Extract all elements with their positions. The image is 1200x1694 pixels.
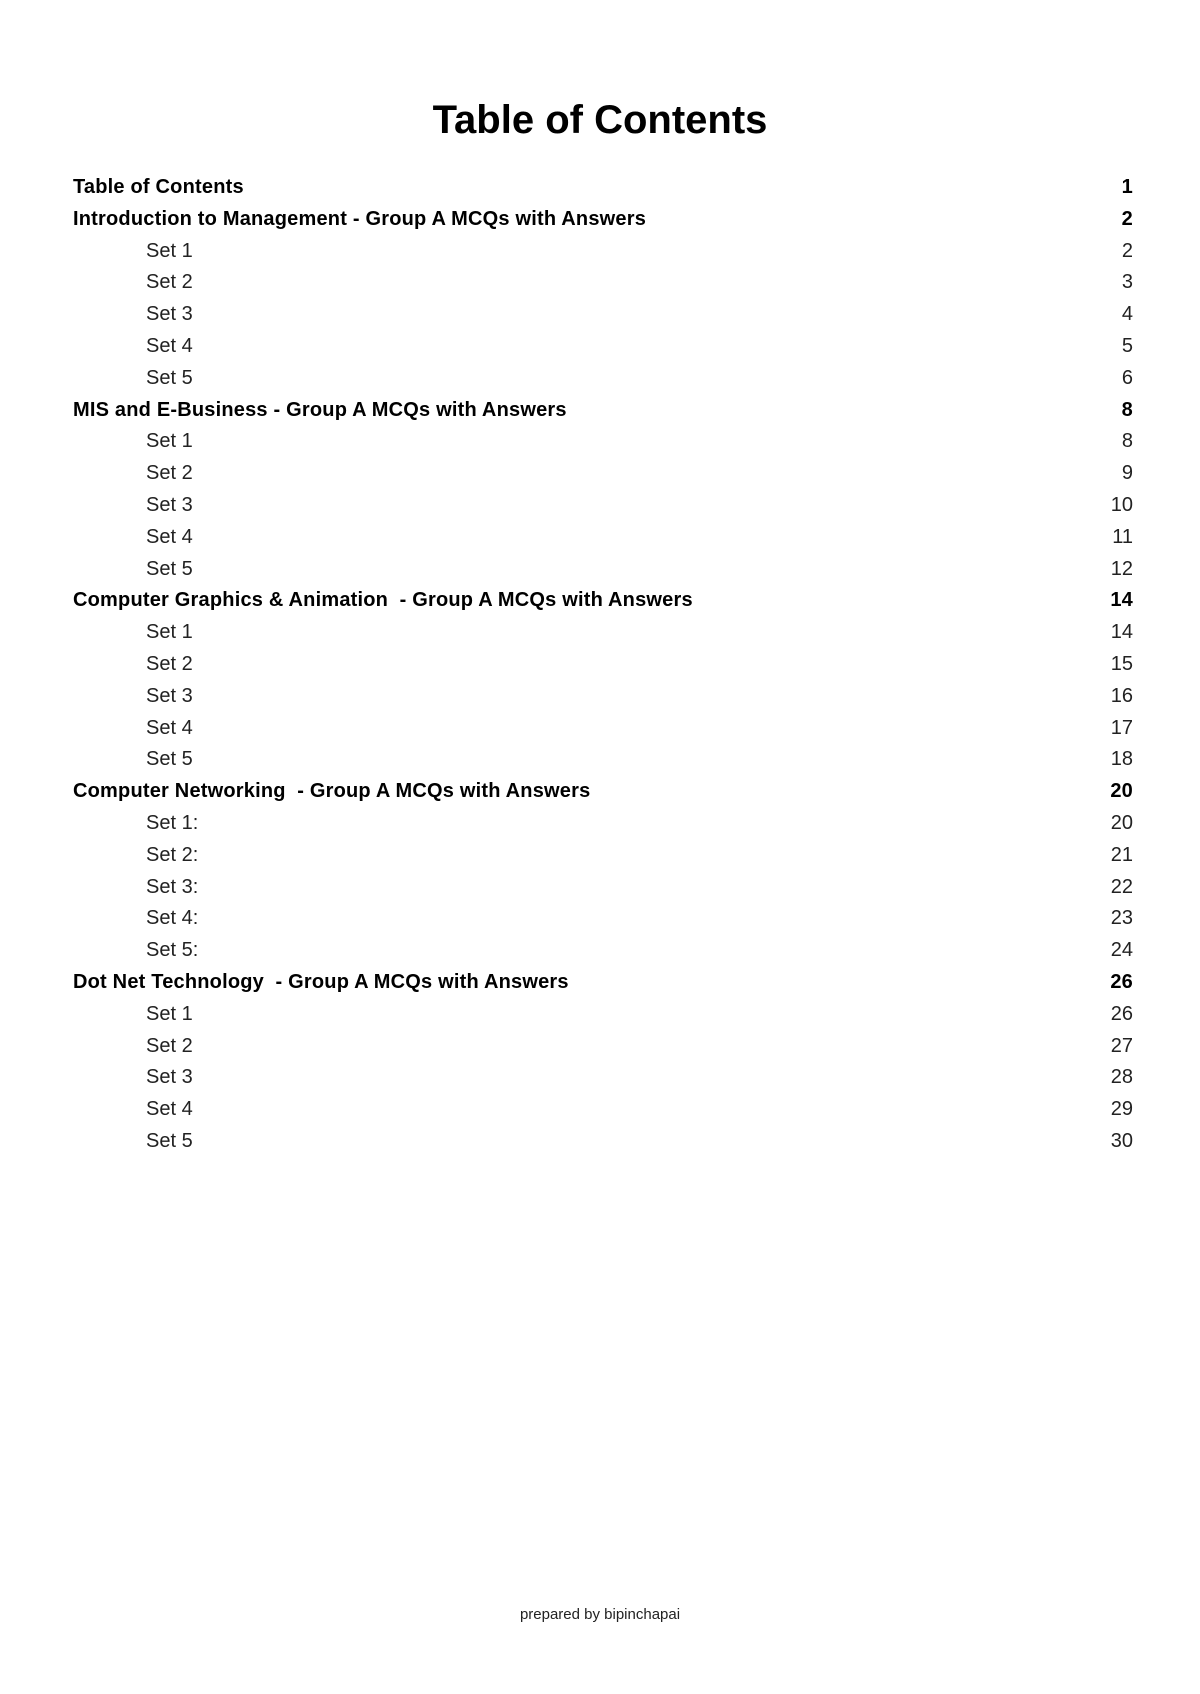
toc-entry-page-number: 26 (1110, 1002, 1133, 1025)
toc-entry-page-number: 21 (1110, 843, 1133, 866)
toc-subsection-entry[interactable] (73, 331, 1133, 363)
toc-entry-page-number: 27 (1110, 1034, 1133, 1057)
table-of-contents (73, 172, 1133, 1158)
toc-entry-page-number: 30 (1110, 1129, 1133, 1152)
toc-entry-label: Dot Net Technology - Group A MCQs with Answers (73, 970, 569, 993)
toc-entry-page-number: 22 (1110, 875, 1133, 898)
toc-entry-label: Set 1: (146, 811, 199, 834)
toc-entry-label: Set 1 (146, 621, 193, 644)
toc-entry-label: Set 5 (146, 366, 193, 389)
toc-section-entry[interactable] (73, 967, 1133, 999)
toc-subsection-entry[interactable] (73, 1094, 1133, 1126)
toc-entry-label: MIS and E-Business - Group A MCQs with Answers (73, 398, 567, 421)
toc-entry-page-number: 29 (1110, 1098, 1133, 1121)
toc-entry-label: Set 3 (146, 684, 193, 707)
toc-entry-label: Table of Contents (73, 176, 244, 198)
toc-entry-label: Computer Networking - Group A MCQs with Answers (73, 780, 591, 803)
toc-entry-page-number: 28 (1110, 1066, 1133, 1089)
toc-entry-page-number: 9 (1121, 462, 1133, 485)
toc-entry-page-number: 11 (1112, 525, 1133, 548)
toc-entry-page-number: 8 (1121, 430, 1133, 453)
toc-section-entry[interactable] (73, 585, 1133, 617)
toc-entry-label: Set 2 (146, 1034, 193, 1057)
toc-entry-page-number: 2 (1121, 239, 1133, 262)
toc-subsection-entry[interactable] (73, 744, 1133, 776)
toc-entry-label: Set 3 (146, 303, 193, 326)
toc-section-entry[interactable] (73, 395, 1133, 427)
toc-entry-page-number: 8 (1121, 398, 1133, 421)
toc-entry-label: Set 5: (146, 939, 199, 962)
toc-entry-page-number: 26 (1110, 970, 1133, 993)
toc-entry-page-number: 12 (1110, 557, 1133, 580)
toc-entry-page-number: 17 (1110, 716, 1133, 739)
toc-entry-page-number: 6 (1121, 366, 1133, 389)
toc-subsection-entry[interactable] (73, 903, 1133, 935)
toc-section-entry[interactable] (73, 204, 1133, 236)
toc-subsection-entry[interactable] (73, 299, 1133, 331)
toc-entry-label: Introduction to Management - Group A MCQs with Answers (73, 207, 647, 230)
toc-entry-label: Set 3: (146, 875, 199, 898)
toc-entry-label: Set 1 (146, 430, 193, 453)
toc-subsection-entry[interactable] (73, 713, 1133, 745)
toc-entry-label: Set 4: (146, 907, 199, 930)
toc-entry-page-number: 14 (1110, 621, 1133, 644)
toc-section-entry[interactable] (73, 172, 1133, 204)
toc-entry-label: Computer Graphics & Animation - Group A MCQs with Answers (73, 589, 693, 612)
toc-entry-label: Set 5 (146, 748, 193, 771)
toc-entry-label: Set 2 (146, 462, 193, 485)
toc-entry-label: Set 4 (146, 1098, 193, 1121)
toc-subsection-entry[interactable] (73, 522, 1133, 554)
toc-subsection-entry[interactable] (73, 458, 1133, 490)
toc-entry-page-number: 2 (1121, 207, 1133, 230)
toc-entry-page-number: 24 (1110, 939, 1133, 962)
toc-subsection-entry[interactable] (73, 426, 1133, 458)
toc-subsection-entry[interactable] (73, 490, 1133, 522)
toc-section-entry[interactable] (73, 776, 1133, 808)
footer-credit: prepared by bipinchapai (519, 1606, 681, 1623)
toc-entry-page-number: 20 (1110, 811, 1133, 834)
toc-entry-page-number: 1 (1121, 176, 1133, 198)
toc-entry-page-number: 3 (1121, 271, 1133, 294)
toc-entry-label: Set 4 (146, 334, 193, 357)
toc-entry-label: Set 3 (146, 493, 193, 516)
toc-subsection-entry[interactable] (73, 649, 1133, 681)
toc-subsection-entry[interactable] (73, 935, 1133, 967)
toc-entry-label: Set 1 (146, 239, 193, 262)
toc-subsection-entry[interactable] (73, 236, 1133, 268)
toc-entry-label: Set 2 (146, 271, 193, 294)
toc-entry-label: Set 4 (146, 716, 193, 739)
toc-subsection-entry[interactable] (73, 999, 1133, 1031)
toc-subsection-entry[interactable] (73, 267, 1133, 299)
toc-subsection-entry[interactable] (73, 872, 1133, 904)
toc-entry-page-number: 20 (1110, 780, 1133, 803)
toc-entry-label: Set 4 (146, 525, 193, 548)
toc-entry-page-number: 18 (1110, 748, 1133, 771)
toc-entry-page-number: 4 (1121, 303, 1133, 326)
toc-subsection-entry[interactable] (73, 1031, 1133, 1063)
toc-subsection-entry[interactable] (73, 1126, 1133, 1158)
toc-entry-page-number: 10 (1110, 493, 1133, 516)
toc-subsection-entry[interactable] (73, 554, 1133, 586)
toc-entry-page-number: 15 (1110, 652, 1133, 675)
toc-entry-page-number: 5 (1121, 334, 1133, 357)
toc-entry-label: Set 2: (146, 843, 199, 866)
page-title: Table of Contents (432, 98, 768, 142)
toc-subsection-entry[interactable] (73, 1062, 1133, 1094)
toc-entry-page-number: 23 (1110, 907, 1133, 930)
toc-subsection-entry[interactable] (73, 363, 1133, 395)
toc-entry-label: Set 2 (146, 652, 193, 675)
toc-entry-label: Set 1 (146, 1002, 193, 1025)
toc-subsection-entry[interactable] (73, 840, 1133, 872)
toc-entry-label: Set 5 (146, 1129, 193, 1152)
toc-subsection-entry[interactable] (73, 808, 1133, 840)
toc-subsection-entry[interactable] (73, 681, 1133, 713)
toc-entry-page-number: 14 (1110, 589, 1133, 612)
toc-subsection-entry[interactable] (73, 617, 1133, 649)
toc-entry-page-number: 16 (1110, 684, 1133, 707)
toc-entry-label: Set 3 (146, 1066, 193, 1089)
toc-entry-label: Set 5 (146, 557, 193, 580)
